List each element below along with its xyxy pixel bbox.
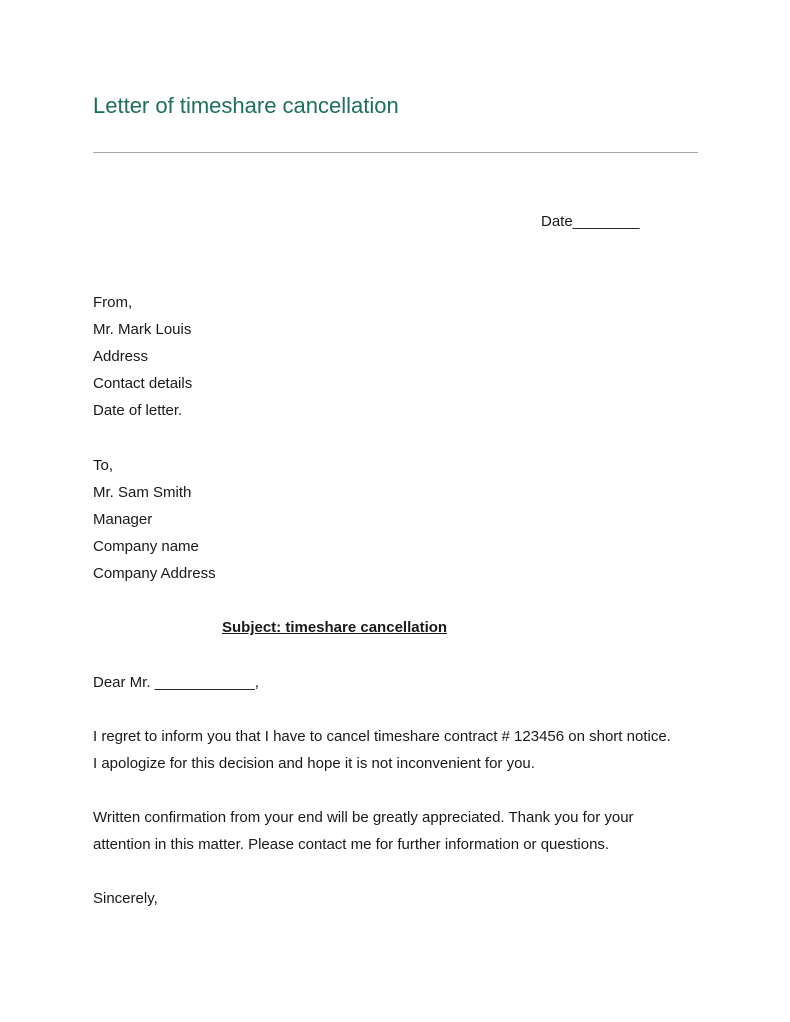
sender-address: Address — [93, 348, 149, 365]
body-paragraph-2-line-1: Written confirmation from your end will be greatly appreciated. Thank you for your — [93, 809, 634, 826]
subject-line: Subject: timeshare cancellation — [222, 619, 448, 636]
sender-heading: From, — [93, 294, 133, 311]
closing: Sincerely, — [93, 890, 158, 907]
recipient-title: Manager — [93, 511, 153, 528]
body-paragraph-1-line-1: I regret to inform you that I have to cancel timeshare contract # 123456 on short notice. — [93, 728, 671, 745]
title-divider — [93, 152, 698, 153]
date-field: Date________ — [541, 213, 640, 230]
recipient-company: Company name — [93, 538, 199, 555]
salutation: Dear Mr. ____________, — [93, 674, 259, 691]
body-paragraph-2-line-2: attention in this matter. Please contact me for further information or questions. — [93, 836, 610, 853]
sender-letter-date: Date of letter. — [93, 402, 183, 419]
page-title: Letter of timeshare cancellation — [93, 93, 399, 118]
recipient-heading: To, — [93, 457, 114, 474]
recipient-name: Mr. Sam Smith — [93, 484, 192, 501]
recipient-company-address: Company Address — [93, 565, 216, 582]
sender-contact: Contact details — [93, 375, 193, 392]
sender-name: Mr. Mark Louis — [93, 321, 192, 338]
body-paragraph-1-line-2: I apologize for this decision and hope it is not inconvenient for you. — [93, 755, 535, 772]
